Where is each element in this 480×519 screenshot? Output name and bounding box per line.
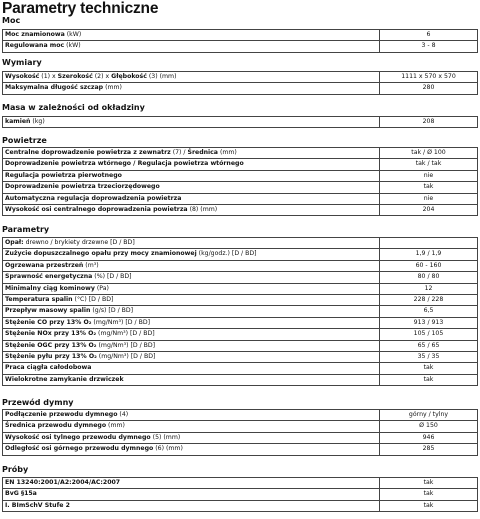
row-label-bold: Centralne doprowadzenie powietrza z zewnatrz	[5, 149, 171, 156]
row-label	[2, 410, 380, 420]
table-row	[2, 284, 478, 295]
row-label	[2, 148, 380, 158]
row-label	[2, 205, 380, 215]
row-label	[2, 249, 380, 259]
table-row	[2, 501, 478, 512]
row-label-unit: (1) x	[39, 73, 58, 80]
row-label-bold: Sprawność energetyczna	[5, 273, 93, 281]
row-label	[2, 375, 380, 385]
row-label-unit: (kW)	[64, 42, 81, 50]
row-label-bold: Temperatura spalin	[5, 295, 73, 303]
page-title: Parametry techniczne	[2, 0, 159, 17]
table-row	[2, 72, 478, 83]
row-label	[2, 341, 380, 351]
row-value: 105 / 105	[380, 329, 478, 339]
row-label-unit: (7) /	[170, 149, 188, 156]
row-label-bold: Stężenie CO przy 13% O₂	[5, 318, 92, 326]
table-row	[2, 410, 478, 421]
row-value: tak	[380, 489, 478, 499]
row-label-bold: Ogrzewana przestrzeń	[5, 261, 84, 269]
row-label-bold: Podłączenie przewodu dymnego	[5, 411, 118, 418]
table-wymiary	[2, 71, 478, 95]
table-row	[2, 83, 478, 94]
row-label-unit: (kg/godz.) [D / BD]	[196, 250, 257, 258]
row-label	[2, 159, 380, 169]
row-label-unit: (6) (mm)	[153, 445, 183, 453]
row-label	[2, 363, 380, 373]
row-label-bold: Wysokość osi centralnego doprowadzenia powietrza	[5, 205, 188, 213]
row-label-unit: (2) x	[92, 73, 112, 80]
row-label	[2, 489, 380, 499]
row-value: 6	[380, 30, 478, 40]
row-label-bold: EN 13240:2001/A2:2004/AC:2007	[5, 479, 121, 486]
row-label	[2, 30, 380, 40]
row-value	[380, 238, 478, 248]
row-label	[2, 171, 380, 181]
row-label-bold: Średnica	[187, 149, 218, 156]
row-value: 228 / 228	[380, 295, 478, 305]
row-value: 12	[380, 284, 478, 294]
row-value: 3 - 8	[380, 41, 478, 51]
row-value: 913 / 913	[380, 318, 478, 328]
row-value: tak	[380, 375, 478, 385]
row-label-unit: (g/s) [D / BD]	[90, 307, 134, 315]
row-label	[2, 83, 380, 93]
row-label-unit: (kg)	[30, 118, 45, 125]
row-value: 285	[380, 444, 478, 454]
row-label	[2, 306, 380, 316]
row-label	[2, 352, 380, 362]
row-value: 80 / 80	[380, 272, 478, 282]
row-label-bold: Stężenie OGC przy 13% O₂	[5, 341, 97, 349]
row-value: Ø 150	[380, 421, 478, 431]
row-label	[2, 433, 380, 443]
row-label	[2, 194, 380, 204]
table-row	[2, 261, 478, 272]
row-label	[2, 261, 380, 271]
section-heading-masa: Masa w zależności od okładziny	[2, 103, 145, 112]
row-value: tak	[380, 182, 478, 192]
section-heading-przewod-dymny: Przewód dymny	[2, 398, 74, 407]
table-row	[2, 444, 478, 455]
section-heading-moc: Moc	[2, 16, 21, 25]
row-value: 946	[380, 433, 478, 443]
row-value: nie	[380, 194, 478, 204]
table-row	[2, 478, 478, 489]
table-row	[2, 30, 478, 41]
row-value: 280	[380, 83, 478, 93]
row-label-unit: (°C) [D / BD]	[72, 295, 114, 303]
row-label-bold: Regulacja powietrza pierwotnego	[5, 171, 122, 179]
table-row	[2, 295, 478, 306]
table-row	[2, 148, 478, 159]
row-value: 65 / 65	[380, 341, 478, 351]
row-label-bold: Wielokrotne zamykanie drzwiczek	[5, 375, 124, 383]
row-label	[2, 182, 380, 192]
section-heading-parametry: Parametry	[2, 225, 50, 234]
row-label	[2, 501, 380, 511]
table-row	[2, 375, 478, 386]
row-label-bold: Stężenie pyłu przy 13% O₂	[5, 352, 97, 360]
row-value: tak	[380, 363, 478, 373]
table-row	[2, 272, 478, 283]
table-row	[2, 318, 478, 329]
row-label-unit: (8) (mm)	[187, 205, 218, 213]
table-row	[2, 363, 478, 374]
row-label	[2, 272, 380, 282]
row-label-unit: drewno / brykiety drzewne [D / BD]	[23, 239, 135, 246]
table-row	[2, 249, 478, 260]
row-label-unit: (mm)	[218, 149, 237, 156]
row-label-bold: Zużycie dopuszczalnego opału przy mocy znamionowej	[5, 250, 197, 258]
row-label-unit: (mg/Nm³) [D / BD]	[96, 330, 155, 338]
table-proby	[2, 477, 478, 512]
row-label-unit: (4)	[117, 411, 129, 418]
section-heading-proby: Próby	[2, 465, 29, 474]
table-row	[2, 171, 478, 182]
section-heading-powietrze: Powietrze	[2, 136, 47, 145]
row-label	[2, 478, 380, 488]
row-label	[2, 444, 380, 454]
row-value: 208	[380, 117, 478, 127]
row-label	[2, 41, 380, 51]
row-label	[2, 284, 380, 294]
row-label	[2, 421, 380, 431]
row-label-bold: Moc znamionowa	[5, 31, 65, 38]
row-value: 35 / 35	[380, 352, 478, 362]
table-przewod-dymny	[2, 409, 478, 456]
table-row	[2, 117, 478, 128]
row-label-bold: Doprowadzenie powietrza trzeciorzędowego	[5, 183, 160, 191]
row-label-unit: (mg/Nm³) [D / BD]	[91, 318, 151, 326]
table-row	[2, 329, 478, 340]
row-value: tak / Ø 100	[380, 148, 478, 158]
row-label-unit: (Pa)	[94, 284, 109, 292]
row-label-bold: Regulowana moc	[5, 42, 65, 50]
row-label-bold: Doprowadzenie powietrza wtórnego / Regulacja powietrza wtórnego	[5, 160, 244, 168]
row-label-unit: (mm)	[106, 422, 125, 430]
row-label-bold: Stężenie NOx przy 13% O₂	[5, 330, 97, 338]
row-label-unit: (%) [D / BD]	[92, 273, 132, 281]
row-label-bold: Wysokość osi tylnego przewodu dymnego	[5, 433, 151, 441]
row-label	[2, 318, 380, 328]
row-value: 6,5	[380, 306, 478, 316]
row-value: tak / tak	[380, 159, 478, 169]
row-label-bold: Głębokość	[111, 73, 147, 80]
table-row	[2, 341, 478, 352]
table-row	[2, 433, 478, 444]
table-row	[2, 194, 478, 205]
row-label	[2, 295, 380, 305]
row-label-bold: Automatyczna regulacja doprowadzenia powietrza	[5, 194, 182, 202]
table-row	[2, 41, 478, 52]
row-label-bold: BvG §15a	[5, 490, 37, 498]
row-value: 60 - 160	[380, 261, 478, 271]
table-powietrze	[2, 147, 478, 216]
table-row	[2, 352, 478, 363]
table-masa	[2, 116, 478, 128]
row-label-unit: (3) (mm)	[146, 73, 177, 80]
row-label-bold: Odległość osi górnego przewodu dymnego	[5, 445, 154, 453]
table-row	[2, 182, 478, 193]
table-row	[2, 489, 478, 500]
table-row	[2, 421, 478, 432]
table-row	[2, 205, 478, 216]
row-value: 1111 x 570 x 570	[380, 72, 478, 82]
row-label	[2, 238, 380, 248]
row-value: nie	[380, 171, 478, 181]
row-value: tak	[380, 478, 478, 488]
row-label-unit: (mg/Nm³) [D / BD]	[96, 341, 156, 349]
row-label-bold: Przepływ masowy spalin	[5, 307, 91, 315]
row-label-bold: Minimalny ciąg kominowy	[5, 284, 95, 292]
row-label-bold: kamień	[5, 118, 31, 125]
row-label-unit: (mg/Nm³) [D / BD]	[96, 352, 156, 360]
row-label-bold: Maksymalna długość szczap	[5, 84, 104, 92]
row-label-unit: (5) (mm)	[150, 433, 181, 441]
row-label	[2, 117, 380, 127]
table-moc	[2, 29, 478, 53]
row-value: 204	[380, 205, 478, 215]
row-label-bold: Opał:	[5, 239, 24, 246]
table-row	[2, 238, 478, 249]
row-label-bold: Średnica przewodu dymnego	[5, 422, 107, 430]
table-parametry	[2, 237, 478, 386]
table-row	[2, 306, 478, 317]
section-heading-wymiary: Wymiary	[2, 58, 42, 67]
row-label-unit: (kW)	[64, 31, 82, 38]
row-value: górny / tylny	[380, 410, 478, 420]
table-row	[2, 159, 478, 170]
row-label-unit: (m³)	[83, 261, 99, 269]
row-label	[2, 329, 380, 339]
row-label-unit: (mm)	[103, 84, 122, 92]
row-value: tak	[380, 501, 478, 511]
row-label-bold: Wysokość	[5, 73, 40, 80]
row-label-bold: Praca ciągła całodobowa	[5, 364, 92, 372]
row-label	[2, 72, 380, 82]
row-value: 1,9 / 1,9	[380, 249, 478, 259]
row-label-bold: I. BImSchV Stufe 2	[5, 501, 70, 509]
row-label-bold: Szerokość	[57, 73, 93, 80]
